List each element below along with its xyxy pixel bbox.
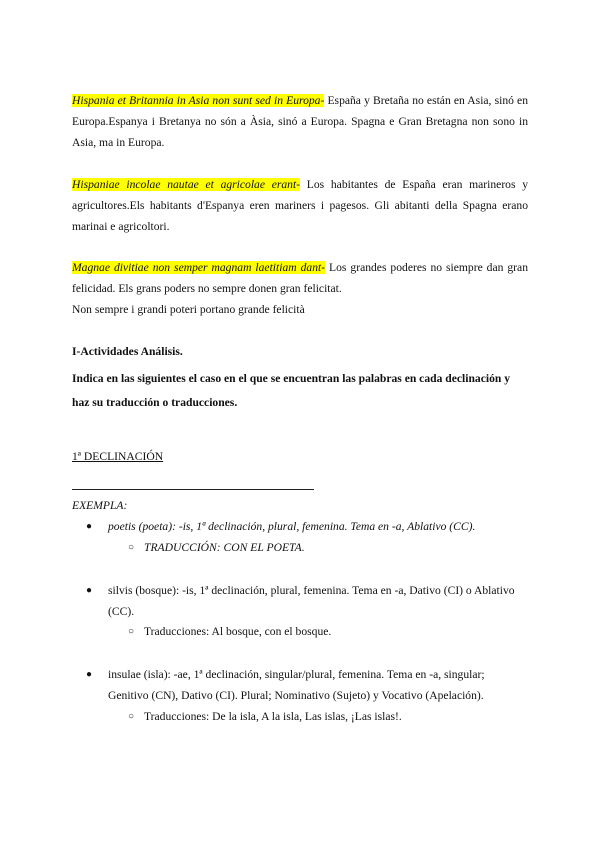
sub-list-item-text: Traducciones: Al bosque, con el bosque. [144, 625, 332, 638]
translation-1: España y Bretaña no están en Asia, sinó en Europa.Espanya i Bretanya no són a Àsia, sinó a Europa. Spagna e Gran Bretagna non sono in Asia, ma in Europa. [72, 94, 528, 149]
list-item-text: silvis (bosque): -is, 1ª declinación, plural, femenina. Tema en -a, Dativo (CI) o Ablativo (CC). [108, 584, 515, 618]
list-item-text: poetis (poeta): -is, 1ª declinación, plural, femenina. Tema en -a, Ablativo (CC). [108, 520, 476, 533]
bullet-icon: ● [86, 521, 93, 532]
paragraph-3 [72, 257, 528, 299]
exempla-label: EXEMPLA: [72, 499, 128, 512]
latin-sentence-3: Magnae divitiae non semper magnam laetitiam dant- [72, 261, 326, 274]
paragraph-2 [72, 174, 528, 237]
translation-3: Los grandes poderes no siempre dan gran felicidad. Els grans poders no sempre donen gran felicitat. [72, 261, 528, 295]
section-divider [72, 489, 314, 490]
section-title: 1ª DECLINACIÓN [72, 450, 164, 463]
sub-list-item-text: Traducciones: De la isla, A la isla, Las islas, ¡Las islas!. [144, 710, 402, 723]
sub-bullet-icon: ○ [128, 542, 135, 553]
activities-instruction: Indica en las siguientes el caso en el que se encuentran las palabras en cada declinación y haz su traducción o traducciones. [72, 372, 511, 409]
sub-bullet-icon: ○ [128, 711, 135, 722]
activities-title: I-Actividades Análisis. [72, 345, 183, 358]
sub-list-item-text: TRADUCCIÓN: CON EL POETA. [144, 541, 305, 554]
paragraph-3-extra: Non sempre i grandi poteri portano grande felicità [72, 303, 305, 316]
sub-bullet-icon: ○ [128, 626, 135, 637]
bullet-icon: ● [86, 669, 93, 680]
latin-sentence-1: Hispania et Britannia in Asia non sunt sed in Europa- [72, 94, 325, 107]
bullet-icon: ● [86, 585, 93, 596]
list-item-text: insulae (isla): -ae, 1ª declinación, singular/plural, femenina. Tema en -a, singular; Genitivo (CN), Dativo (CI). Plural; Nominativo (Sujeto) y Vocativo (Apelación). [108, 668, 485, 702]
translation-2: Los habitantes de España eran marineros y agricultores.Els habitants d'Espanya eren mariners i pagesos. Gli abitanti della Spagna erano marinai e agricoltori. [72, 178, 528, 233]
latin-sentence-2: Hispaniae incolae nautae et agricolae erant- [72, 178, 301, 191]
paragraph-1 [72, 90, 528, 153]
